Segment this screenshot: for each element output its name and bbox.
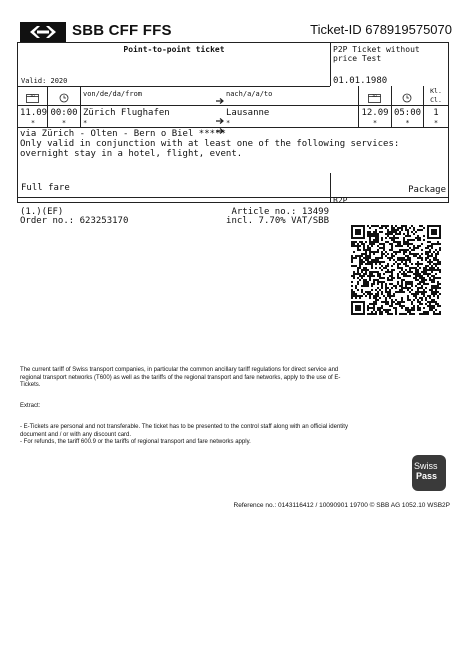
terms-item: - E-Tickets are personal and not transferable. The ticket has to be presented to the control staff along with an official identity document and / or with any discount card. [20,424,348,438]
valid-year: Valid: 2020 [21,77,68,85]
arrow-right-icon [216,91,224,109]
outbound-time: 00:00 [50,108,78,118]
outbound-time-star: * [61,119,67,127]
outbound-date-star: * [30,119,36,127]
ef-code: (1.)(EF) [20,207,64,217]
clock-icon [59,90,69,108]
route-via: via Zürich - Olten - Bern o Biel ***** [20,129,226,139]
vat-info: incl. 7.70% VAT/SBB [226,216,329,226]
terms-list [20,424,350,447]
from-column-header: von/de/da/from [83,90,143,98]
calendar-icon-day: 30 [372,93,377,98]
article-number: Article no.: 13499 [231,207,329,217]
ticket-id: Ticket-ID 678919575070 [310,22,452,37]
package-label: Package [408,185,446,195]
from-station: Zürich Flughafen [83,108,170,118]
product-name: P2P Ticket without price Test [333,45,420,63]
terms-item: - For refunds, the tariff 600.9 or the tariffs of regional transport and fare networks apply. [20,439,251,446]
return-date-star: * [372,119,378,127]
travel-class: 1 [433,108,439,118]
to-station-star: * [226,119,231,127]
order-number: Order no.: 623253170 [20,216,129,226]
to-column-header: nach/a/a/to [226,90,273,98]
class-column-header: Kl. Cl. [430,87,442,104]
fare-type: Full fare [21,183,70,193]
return-time: 05:00 [393,108,422,118]
to-station: Lausanne [226,108,270,118]
class-star: * [433,119,439,127]
date-of-birth: 01.01.1980 [333,76,388,86]
validity-condition: Only valid in conjunction with at least one of the following services: overnight stay in a hotel, flight, event. [20,139,400,159]
swisspass-line1: Swiss [414,461,438,471]
return-date: 12.09 [361,108,389,118]
b2p-label: B2P [333,196,348,205]
ticket-title: Point-to-point ticket [123,45,225,54]
return-time-star: * [405,119,410,127]
ticket-frame [17,42,449,203]
tariff-text: The current tariff of Swiss transport companies, in particular the common ancillary tariff regulations for direct service and regional transport networks (T600) as well as the tariffs of the regional transport and fare networks, apply to the use of E-Tickets. [20,367,341,389]
calendar-icon-day: 30 [30,93,35,98]
swisspass-logo [412,455,446,491]
from-station-star: * [83,119,88,127]
reference-number: Reference no.: 0143116412 / 10090901 19700 © SBB AG 1052.10 WSB2P [233,502,450,509]
swisspass-line2: Pass [416,471,438,481]
outbound-date: 11.09 [20,108,48,118]
sbb-logo-icon [20,22,66,42]
extract-label: Extract: [20,403,41,409]
qr-code [351,225,441,315]
brand-name: SBB CFF FFS [72,22,172,39]
clock-icon [402,90,412,108]
